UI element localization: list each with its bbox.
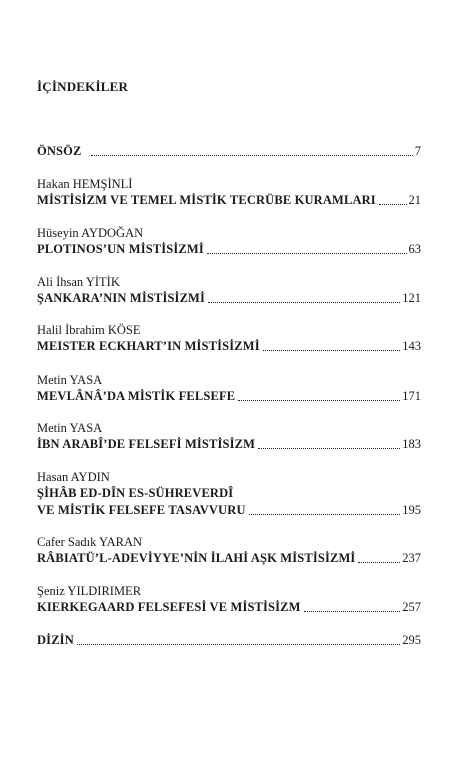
toc-entry [37,469,421,519]
toc-entry-title: ÖNSÖZ [37,144,82,158]
toc-line [37,241,421,258]
toc-page-number: 183 [402,437,421,451]
toc-line [37,485,421,502]
toc-page-number: 7 [414,144,421,158]
toc-entry-author: Şeniz YILDIRIMER [37,584,142,598]
toc-entry-title: PLOTINOS’UN MİSTİSİZMİ [37,242,204,256]
toc-entry-index [37,632,421,649]
toc-entry-title: MİSTİSİZM VE TEMEL MİSTİK TECRÜBE KURAMLARI [37,193,376,207]
toc-entry [37,176,421,209]
toc-entry-author: Halil İbrahim KÖSE [37,323,141,337]
toc-entry-title: ŞANKARA’NIN MİSTİSİZMİ [37,291,206,305]
toc-entry-title: MEISTER ECKHART’IN MİSTİSİZMİ [37,339,260,353]
toc-line [37,502,421,519]
toc-entry [37,420,421,453]
toc-page-number: 143 [402,339,421,353]
dot-leader [379,204,407,205]
toc-page-number: 21 [408,193,421,207]
dot-leader [258,448,400,449]
toc-entry [37,322,421,355]
dot-leader [358,562,400,563]
toc-entry-title: MEVLÂNÂ’DA MİSTİK FELSEFE [37,389,236,403]
toc-entry [37,372,421,405]
toc-entry-author: Hasan AYDIN [37,470,110,484]
toc-entry-author: Metin YASA [37,373,103,387]
toc-entry-author: Hakan HEMŞİNLİ [37,177,133,191]
toc-entry-author: Cafer Sadık YARAN [37,535,143,549]
toc-page-number: 195 [402,503,421,517]
toc-entry-title: DİZİN [37,633,74,647]
toc-page-number: 63 [408,242,421,256]
toc-line [37,338,421,355]
toc-entry [37,583,421,616]
toc-entry-title: ŞİHÂB ED-DÎN ES-SÜHREVERDÎ [37,486,234,500]
dot-leader [208,302,400,303]
toc-entry-title: KIERKEGAARD FELSEFESİ VE MİSTİSİZM [37,600,301,614]
dot-leader [238,400,400,401]
toc-line [37,550,421,567]
toc-entry [37,225,421,258]
toc-page-number: 257 [402,600,421,614]
dot-leader [263,350,401,351]
toc-line [37,632,421,649]
toc-page-number: 121 [402,291,421,305]
dot-leader [249,514,401,515]
toc-entry-author: Metin YASA [37,421,103,435]
toc-line [37,143,421,160]
toc-line [37,290,421,307]
toc-entry-title-continued: VE MİSTİK FELSEFE TASAVVURU [37,503,246,517]
toc-line [37,388,421,405]
dot-leader [304,611,401,612]
toc-heading: İÇİNDEKİLER [37,79,129,94]
toc-entry-title: İBN ARABÎ’DE FELSEFİ MİSTİSİZM [37,437,256,451]
toc-entry-title: RÂBIATÜ’L-ADEVİYYE’NİN İLAHİ AŞK MİSTİSİZMİ [37,551,356,565]
dot-leader [207,253,407,254]
toc-entry-preface [37,143,421,160]
toc-page-number: 237 [402,551,421,565]
toc-entry-author: Ali İhsan YİTİK [37,275,120,289]
dot-leader [77,644,400,645]
toc-line [37,192,421,209]
toc-entry [37,274,421,307]
toc-entry-author: Hüseyin AYDOĞAN [37,226,144,240]
toc-page-number: 171 [402,389,421,403]
toc-line [37,436,421,453]
toc-entry [37,534,421,567]
toc-line [37,599,421,616]
toc-page-number: 295 [402,633,421,647]
dot-leader [91,155,413,156]
